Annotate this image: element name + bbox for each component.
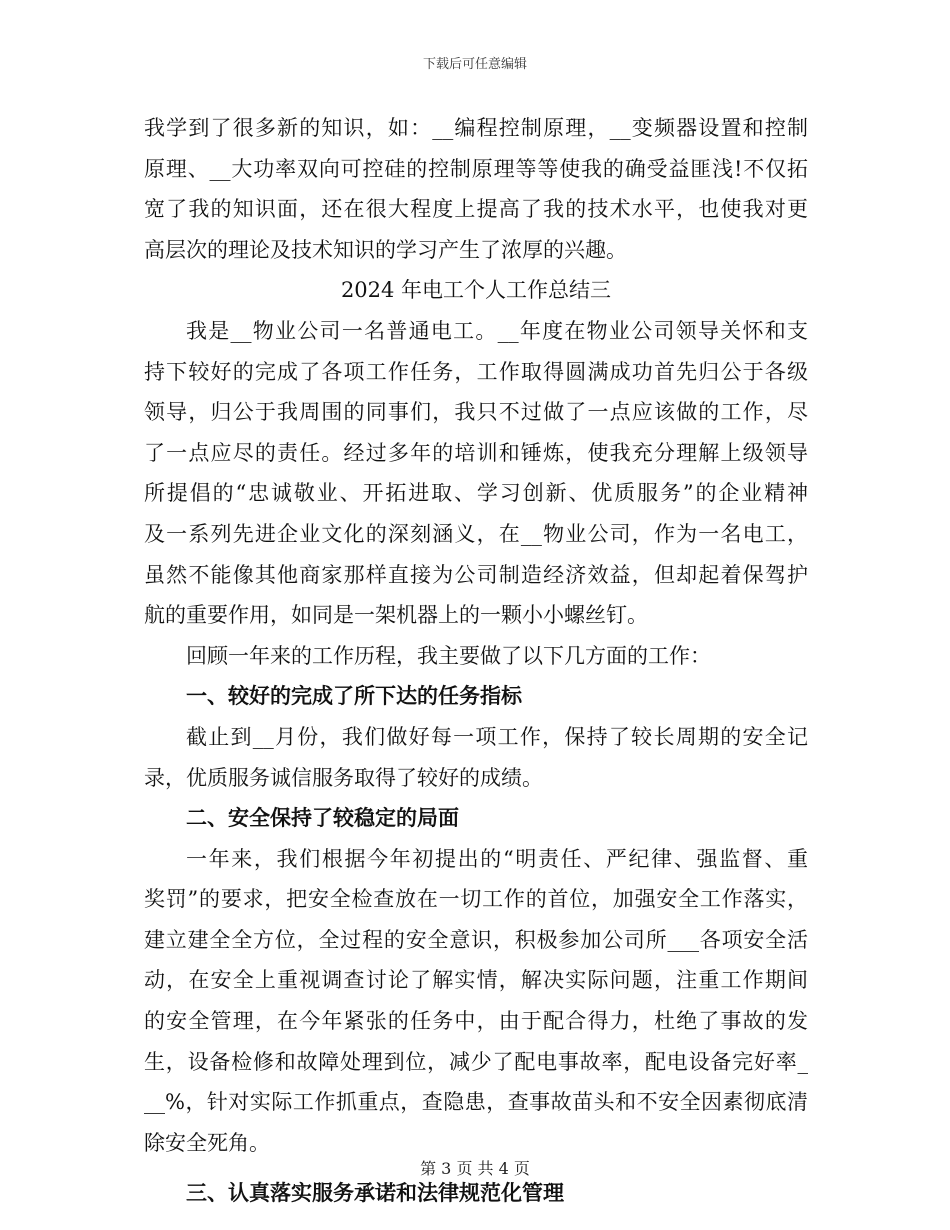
paragraph-line: 虽然不能像其他商家那样直接为公司制造经济效益，但却起着保驾护 [144,562,808,587]
paragraph-line: __%，针对实际工作抓重点，查隐患，查事故苗头和不安全因素彻底清 [144,1090,808,1115]
section-heading: 一、较好的完成了所下达的任务指标 [186,683,522,709]
paragraph-line: 持下较好的完成了各项工作任务，工作取得圆满成功首先归公于各级 [144,359,808,384]
paragraph-line: 高层次的理论及技术知识的学习产生了浓厚的兴趣。 [144,237,627,262]
page-header: 下载后可任意编辑 [422,57,527,72]
paragraph-line: 截止到__月份，我们做好每一项工作，保持了较长周期的安全记 [186,724,808,749]
paragraph-line: 了一点应尽的责任。经过多年的培训和锤炼，使我充分理解上级领导 [144,440,808,465]
paragraph-line: 的安全管理，在今年紧张的任务中，由于配合得力，杜绝了事故的发 [144,1009,808,1034]
paragraph-line: 回顾一年来的工作历程，我主要做了以下几方面的工作： [186,643,711,668]
paragraph-line: 我是__物业公司一名普通电工。__年度在物业公司领导关怀和支 [186,318,808,343]
paragraph-line: 原理、__大功率双向可控硅的控制原理等等使我的确受益匪浅!不仅拓 [144,156,808,181]
paragraph-line: 录，优质服务诚信服务取得了较好的成绩。 [144,765,543,790]
paragraph-line: 生，设备检修和故障处理到位，减少了配电事故率，配电设备完好率_ [144,1049,808,1074]
paragraph-line: 航的重要作用，如同是一架机器上的一颗小小螺丝钉。 [144,603,648,628]
page-footer: 第 3 页 共 4 页 [420,1159,530,1178]
paragraph-line: 我学到了很多新的知识，如：__编程控制原理，__变频器设置和控制 [144,116,808,140]
paragraph-line: 除安全死角。 [144,1130,270,1155]
document-body [144,112,808,1218]
paragraph-line: 建立建全全方位，全过程的安全意识，积极参加公司所___各项安全活 [144,927,808,952]
paragraph-line: 宽了我的知识面，还在很大程度上提高了我的技术水平，也使我对更 [144,197,808,222]
paragraph-line: 所提倡的“忠诚敬业、开拓进取、学习创新、优质服务”的企业精神 [144,481,808,506]
section-title: 2024 年电工个人工作总结三 [340,278,612,303]
paragraph-line: 动，在安全上重视调查讨论了解实情，解决实际问题，注重工作期间 [144,968,808,993]
paragraph-line: 领导，归公于我周围的同事们，我只不过做了一点应该做的工作，尽 [144,400,808,425]
section-heading: 二、安全保持了较稳定的局面 [186,805,459,831]
paragraph-line: 奖罚”的要求，把安全检查放在一切工作的首位，加强安全工作落实， [144,887,808,912]
paragraph-line: 一年来，我们根据今年初提出的“明责任、严纪律、强监督、重 [186,846,808,871]
paragraph-line: 及一系列先进企业文化的深刻涵义，在__物业公司，作为一名电工， [144,521,808,546]
section-heading: 三、认真落实服务承诺和法律规范化管理 [186,1180,564,1206]
